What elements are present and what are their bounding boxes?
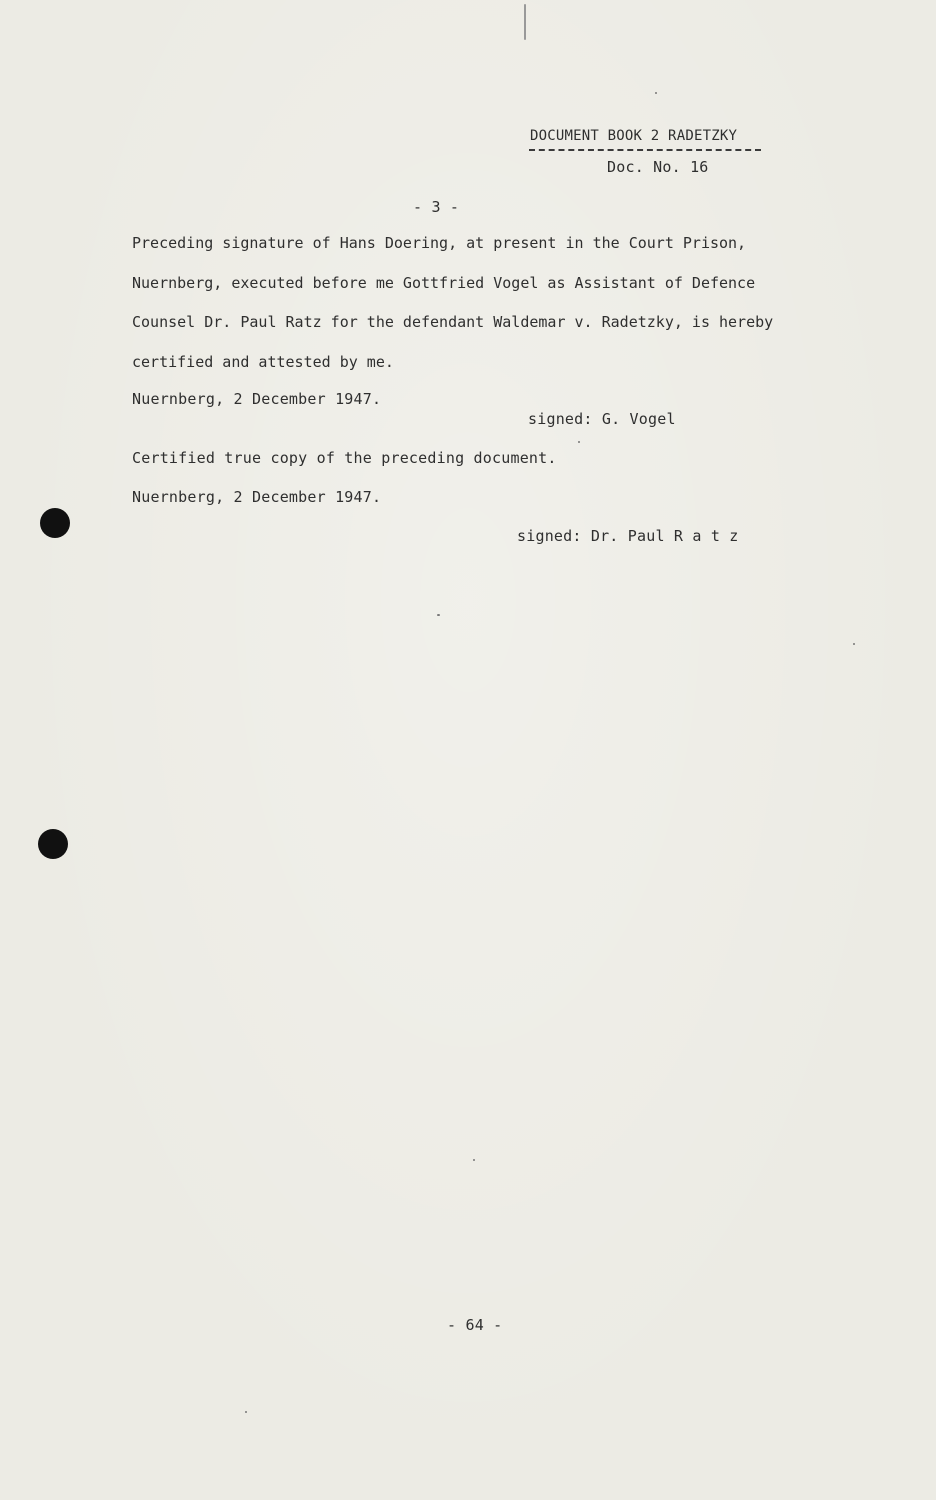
paper-speck bbox=[437, 614, 440, 616]
signature-vogel: signed: G. Vogel bbox=[528, 410, 676, 428]
place-date: Nuernberg, 2 December 1947. bbox=[132, 488, 382, 506]
certified-copy-statement: Certified true copy of the preceding document. bbox=[132, 449, 557, 467]
heading-underline bbox=[529, 149, 761, 151]
document-number: Doc. No. 16 bbox=[607, 158, 709, 176]
paper-speck bbox=[655, 92, 657, 94]
paragraph-line: Preceding signature of Hans Doering, at present in the Court Prison, bbox=[132, 234, 747, 252]
footer-page-number: - 64 - bbox=[447, 1316, 503, 1334]
paper-speck bbox=[853, 643, 855, 645]
document-book-heading: DOCUMENT BOOK 2 RADETZKY bbox=[530, 128, 738, 144]
paper-speck bbox=[578, 441, 580, 443]
paper-speck bbox=[245, 1411, 247, 1413]
page-marker: - 3 - bbox=[413, 198, 460, 216]
paragraph-line: Counsel Dr. Paul Ratz for the defendant Waldemar v. Radetzky, is hereby bbox=[132, 313, 774, 331]
paper-mark bbox=[524, 4, 526, 40]
place-date: Nuernberg, 2 December 1947. bbox=[132, 390, 382, 408]
paragraph-line: certified and attested by me. bbox=[132, 352, 394, 371]
punch-hole bbox=[38, 829, 68, 859]
signature-ratz: signed: Dr. Paul R a t z bbox=[517, 527, 739, 545]
certification-paragraph bbox=[132, 233, 832, 391]
paragraph-line: Nuernberg, executed before me Gottfried Vogel as Assistant of Defence bbox=[132, 273, 756, 292]
punch-hole bbox=[40, 508, 70, 538]
paper-speck bbox=[473, 1159, 475, 1161]
